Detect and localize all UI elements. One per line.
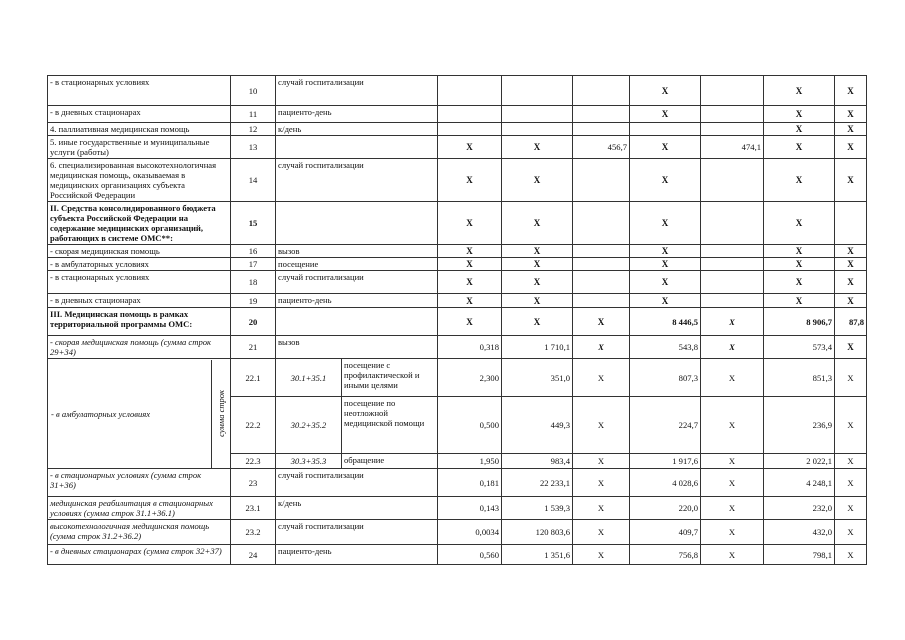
table-row xyxy=(48,308,867,336)
row-number: 17 xyxy=(231,258,276,271)
cell-c5: X xyxy=(701,469,764,497)
row-name: - в дневных стационарах xyxy=(48,106,231,123)
cell-c2 xyxy=(502,106,573,123)
row-unit xyxy=(276,202,438,245)
table-row xyxy=(48,159,867,202)
cell-c7: 87,8 xyxy=(835,308,867,336)
cell-c3 xyxy=(573,258,630,271)
row-unit: вызов xyxy=(276,245,438,258)
row-name: II. Средства консолидированного бюджета субъекта Российской Федерации на содержание медицинских организаций, работающих в системе ОМС**: xyxy=(48,202,231,245)
cell-c1: X xyxy=(438,245,502,258)
cell-c2: 1 351,6 xyxy=(502,545,573,565)
table-row xyxy=(48,497,867,520)
cell-c1: 0,181 xyxy=(438,469,502,497)
cell-c4: 8 446,5 xyxy=(630,308,701,336)
cell-c2: 22 233,1 xyxy=(502,469,573,497)
cell-c4: X xyxy=(630,271,701,294)
row-number: 20 xyxy=(231,308,276,336)
cell-c6: 573,4 xyxy=(764,336,835,359)
row-number: 21 xyxy=(231,336,276,359)
row-number: 18 xyxy=(231,271,276,294)
row-unit: пациенто-день xyxy=(276,106,438,123)
cell-c6: X xyxy=(764,202,835,245)
table-row xyxy=(48,336,867,359)
cell-c6: X xyxy=(764,159,835,202)
row-number: 22.3 xyxy=(231,454,276,469)
cell-c4: X xyxy=(630,258,701,271)
cell-c5: 474,1 xyxy=(701,136,764,159)
cell-c3: X xyxy=(573,359,630,397)
cell-c4: 1 917,6 xyxy=(630,454,701,469)
cell-c7: X xyxy=(835,271,867,294)
cell-c1: 0,560 xyxy=(438,545,502,565)
cell-c5: X xyxy=(701,359,764,397)
cell-c2 xyxy=(502,123,573,136)
cell-c4 xyxy=(630,123,701,136)
cell-c7 xyxy=(835,202,867,245)
cell-c3 xyxy=(573,202,630,245)
row-unit: случай госпитализации xyxy=(276,520,438,545)
table-row xyxy=(48,294,867,308)
cell-c2: 120 803,6 xyxy=(502,520,573,545)
cell-c5: X xyxy=(701,397,764,454)
cell-c4: 224,7 xyxy=(630,397,701,454)
cell-c1: X xyxy=(438,159,502,202)
cell-c7: X xyxy=(835,520,867,545)
cell-c2: X xyxy=(502,202,573,245)
cell-c4: 220,0 xyxy=(630,497,701,520)
cell-c1: 0,0034 xyxy=(438,520,502,545)
row-name: - в дневных стационарах (сумма строк 32+37) xyxy=(48,545,231,565)
row-number: 24 xyxy=(231,545,276,565)
cell-c3: X xyxy=(573,454,630,469)
cell-c4: X xyxy=(630,76,701,106)
cell-c5: X xyxy=(701,545,764,565)
cell-c4: X xyxy=(630,294,701,308)
cell-c7: X xyxy=(835,136,867,159)
cell-c7: X xyxy=(835,76,867,106)
row-number: 10 xyxy=(231,76,276,106)
cell-c6: 232,0 xyxy=(764,497,835,520)
cell-c4: 4 028,6 xyxy=(630,469,701,497)
cell-c1: X xyxy=(438,294,502,308)
row-number: 15 xyxy=(231,202,276,245)
cell-c6: 851,3 xyxy=(764,359,835,397)
cell-c7: X xyxy=(835,294,867,308)
cell-c5 xyxy=(701,202,764,245)
row-unit: случай госпитализации xyxy=(276,76,438,106)
cell-c1: 0,318 xyxy=(438,336,502,359)
row-unit: пациенто-день xyxy=(276,294,438,308)
cell-c7: X xyxy=(835,245,867,258)
cell-c6: 8 906,7 xyxy=(764,308,835,336)
cell-c6: 2 022,1 xyxy=(764,454,835,469)
cell-c6: 4 248,1 xyxy=(764,469,835,497)
cell-c5: X xyxy=(701,336,764,359)
row-formula: 30.1+35.1 xyxy=(276,359,342,397)
row-unit: обращение xyxy=(342,454,438,469)
cell-c2: X xyxy=(502,294,573,308)
cell-c2: X xyxy=(502,308,573,336)
row-number: 22.2 xyxy=(231,397,276,454)
cell-c2 xyxy=(502,76,573,106)
cell-c6: X xyxy=(764,76,835,106)
row-number: 22.1 xyxy=(231,359,276,397)
cell-c4: 543,8 xyxy=(630,336,701,359)
row-name: высокотехнологичная медицинская помощь (сумма строк 31.2+36.2) xyxy=(48,520,231,545)
cell-c5 xyxy=(701,106,764,123)
cell-c5: X xyxy=(701,497,764,520)
cell-c6: X xyxy=(764,136,835,159)
cell-c1: X xyxy=(438,271,502,294)
cell-c2: X xyxy=(502,245,573,258)
cell-c4: 409,7 xyxy=(630,520,701,545)
table-row xyxy=(48,545,867,565)
row-number: 19 xyxy=(231,294,276,308)
row-number: 23.2 xyxy=(231,520,276,545)
cell-c3 xyxy=(573,245,630,258)
amb-label xyxy=(48,359,231,469)
cell-c3 xyxy=(573,106,630,123)
cell-c5 xyxy=(701,123,764,136)
row-name: - скорая медицинская помощь (сумма строк 29+34) xyxy=(48,336,231,359)
table-row xyxy=(48,359,867,397)
cell-c3: 456,7 xyxy=(573,136,630,159)
vertical-sum-label: сумма строк xyxy=(211,360,230,468)
row-name: 5. иные государственные и муниципальные услуги (работы) xyxy=(48,136,231,159)
table-row xyxy=(48,469,867,497)
table-row xyxy=(48,271,867,294)
cell-c3 xyxy=(573,159,630,202)
row-unit: вызов xyxy=(276,336,438,359)
cell-c4: X xyxy=(630,136,701,159)
row-name: III. Медицинская помощь в рамках территориальной программы ОМС: xyxy=(48,308,231,336)
cell-c2: 351,0 xyxy=(502,359,573,397)
cell-c1: X xyxy=(438,308,502,336)
row-number: 13 xyxy=(231,136,276,159)
cell-c6: 236,9 xyxy=(764,397,835,454)
cell-c7: X xyxy=(835,454,867,469)
cell-c7: X xyxy=(835,159,867,202)
cell-c5 xyxy=(701,294,764,308)
cell-c5 xyxy=(701,271,764,294)
cell-c3: X xyxy=(573,336,630,359)
row-unit xyxy=(276,136,438,159)
table-row xyxy=(48,258,867,271)
row-unit: к/день xyxy=(276,497,438,520)
cell-c4: 756,8 xyxy=(630,545,701,565)
cell-c6: 798,1 xyxy=(764,545,835,565)
row-number: 11 xyxy=(231,106,276,123)
row-formula: 30.3+35.3 xyxy=(276,454,342,469)
cell-c7: X xyxy=(835,359,867,397)
cell-c5 xyxy=(701,159,764,202)
cell-c6: 432,0 xyxy=(764,520,835,545)
cell-c3 xyxy=(573,271,630,294)
row-number: 23.1 xyxy=(231,497,276,520)
cell-c1 xyxy=(438,76,502,106)
row-unit: случай госпитализации xyxy=(276,469,438,497)
row-name: - в стационарных условиях xyxy=(48,76,231,106)
cell-c1: 1,950 xyxy=(438,454,502,469)
cell-c6: X xyxy=(764,271,835,294)
row-name: 4. паллиативная медицинская помощь xyxy=(48,123,231,136)
cell-c3: X xyxy=(573,545,630,565)
table-row xyxy=(48,245,867,258)
row-unit: пациенто-день xyxy=(276,545,438,565)
cell-c7: X xyxy=(835,258,867,271)
cell-c2: 1 539,3 xyxy=(502,497,573,520)
amb-label-text: - в амбулаторных условиях xyxy=(51,408,151,419)
cell-c1: 0,500 xyxy=(438,397,502,454)
cell-c7: X xyxy=(835,469,867,497)
row-number: 16 xyxy=(231,245,276,258)
cell-c1: X xyxy=(438,202,502,245)
cell-c1: X xyxy=(438,136,502,159)
cell-c1: 2,300 xyxy=(438,359,502,397)
cell-c6: X xyxy=(764,258,835,271)
cell-c1 xyxy=(438,123,502,136)
cell-c2: 1 710,1 xyxy=(502,336,573,359)
cell-c5: X xyxy=(701,308,764,336)
table-row xyxy=(48,106,867,123)
cell-c5: X xyxy=(701,454,764,469)
row-formula: 30.2+35.2 xyxy=(276,397,342,454)
cell-c4: X xyxy=(630,106,701,123)
row-name: - в дневных стационарах xyxy=(48,294,231,308)
cell-c2: 449,3 xyxy=(502,397,573,454)
cell-c7: X xyxy=(835,336,867,359)
cell-c5 xyxy=(701,245,764,258)
cell-c3: X xyxy=(573,520,630,545)
cell-c7: X xyxy=(835,123,867,136)
cell-c4: X xyxy=(630,202,701,245)
row-unit: случай госпитализации xyxy=(276,271,438,294)
cell-c5: X xyxy=(701,520,764,545)
row-unit xyxy=(276,308,438,336)
row-unit: посещение по неотложной медицинской помощи xyxy=(342,397,438,454)
row-number: 12 xyxy=(231,123,276,136)
row-unit: посещение с профилактической и иными целями xyxy=(342,359,438,397)
cell-c3: X xyxy=(573,497,630,520)
cell-c7: X xyxy=(835,545,867,565)
row-name: 6. специализированная высокотехнологичная медицинская помощь, оказываемая в медицинских организациях субъекта Российской Федерации xyxy=(48,159,231,202)
cell-c3: X xyxy=(573,397,630,454)
row-name: - в стационарных условиях (сумма строк 31+36) xyxy=(48,469,231,497)
row-name: - в амбулаторных условиях xyxy=(48,258,231,271)
row-unit: случай госпитализации xyxy=(276,159,438,202)
cell-c7: X xyxy=(835,497,867,520)
table-row xyxy=(48,136,867,159)
cell-c7: X xyxy=(835,397,867,454)
row-unit: посещение xyxy=(276,258,438,271)
cell-c5 xyxy=(701,258,764,271)
cell-c3 xyxy=(573,294,630,308)
cell-c3 xyxy=(573,76,630,106)
cell-c5 xyxy=(701,76,764,106)
cell-c6: X xyxy=(764,106,835,123)
cell-c1 xyxy=(438,106,502,123)
cell-c4: 807,3 xyxy=(630,359,701,397)
cell-c6: X xyxy=(764,123,835,136)
medical-care-table xyxy=(47,75,867,565)
table-row xyxy=(48,76,867,106)
cell-c2: X xyxy=(502,159,573,202)
cell-c6: X xyxy=(764,294,835,308)
cell-c6: X xyxy=(764,245,835,258)
row-number: 23 xyxy=(231,469,276,497)
cell-c2: 983,4 xyxy=(502,454,573,469)
table-row xyxy=(48,520,867,545)
cell-c1: 0,143 xyxy=(438,497,502,520)
cell-c3: X xyxy=(573,469,630,497)
row-number: 14 xyxy=(231,159,276,202)
cell-c1: X xyxy=(438,258,502,271)
cell-c3 xyxy=(573,123,630,136)
table-row xyxy=(48,123,867,136)
cell-c2: X xyxy=(502,271,573,294)
cell-c3: X xyxy=(573,308,630,336)
table-row xyxy=(48,202,867,245)
cell-c4: X xyxy=(630,245,701,258)
cell-c4: X xyxy=(630,159,701,202)
cell-c2: X xyxy=(502,258,573,271)
cell-c2: X xyxy=(502,136,573,159)
row-name: - в стационарных условиях xyxy=(48,271,231,294)
row-unit: к/день xyxy=(276,123,438,136)
row-name: медицинская реабилитация в стационарных условиях (сумма строк 31.1+36.1) xyxy=(48,497,231,520)
cell-c7: X xyxy=(835,106,867,123)
row-name: - скорая медицинская помощь xyxy=(48,245,231,258)
